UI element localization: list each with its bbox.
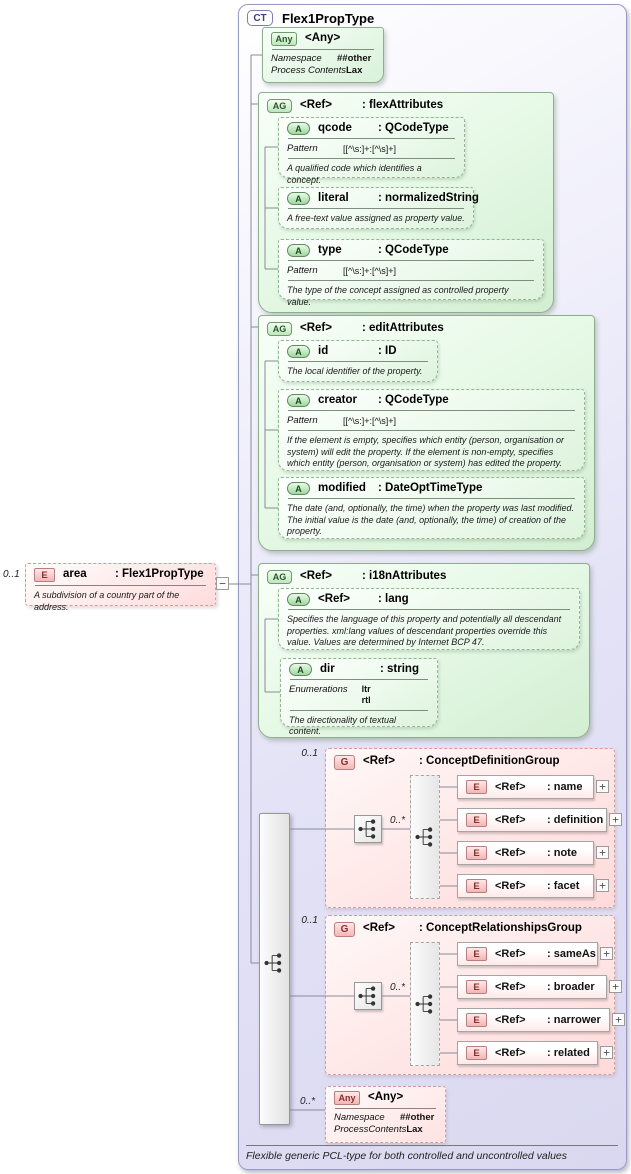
sequence-icon [412,824,438,850]
element-row-definition[interactable] [457,808,607,832]
element-row-note[interactable] [457,841,594,865]
element-type: : broader [547,981,595,993]
element-ref: <Ref> [495,1014,526,1026]
element-type: : name [547,781,583,793]
element-ref: <Ref> [495,880,526,892]
element-type: : note [547,847,577,859]
divider [288,280,534,281]
enumerations-label: Enumerations [289,684,348,695]
element-badge: E [466,879,487,893]
type-annotation: Flexible generic PCL-type for both controlled and uncontrolled values [246,1150,568,1162]
expand-icon[interactable]: + [600,1046,613,1059]
attribute-type: : normalizedString [378,192,479,204]
element-type: : related [547,1047,590,1059]
element-badge: E [466,1013,487,1027]
facet-label: Pattern [287,143,318,154]
namespace-label: Namespace [334,1112,385,1123]
divider [288,498,575,499]
any-wildcard-bottom[interactable] [325,1086,446,1143]
complex-type-badge: CT [247,10,273,26]
element-badge: E [466,1046,487,1060]
attribute-modified[interactable] [278,477,585,539]
element-type: : Flex1PropType [115,568,204,580]
expand-icon[interactable]: + [600,947,613,960]
attribute-badge: A [289,663,312,676]
annotation: The directionality of textual content. [289,714,397,737]
element-ref: <Ref> [495,781,526,793]
ref-label: <Ref> [300,99,332,111]
namespace-value: ##other [400,1112,435,1123]
attribute-type: : QCodeType [378,394,449,406]
divider [288,430,575,431]
attribute-badge: A [287,122,310,135]
annotation: Specifies the language of this property and potentially all descendant properties. xml:lang values of descendant properties override this value. Values are determined by Internet BCP 47. [287,614,562,648]
divider [35,585,206,586]
divider [246,1145,618,1146]
attribute-type[interactable] [278,239,544,307]
divider [272,49,374,50]
facet-value: [[^\s:]+:[^\s]+] [343,416,396,426]
element-ref: <Ref> [495,1047,526,1059]
enum-value: rtl [361,694,371,705]
group-badge: G [334,922,355,937]
divider [288,138,455,139]
element-row-broader[interactable] [457,975,607,999]
element-row-name[interactable] [457,775,594,799]
element-area[interactable] [25,563,216,612]
attribute-name: modified [318,482,366,494]
cardinality-label: 0..1 [3,569,20,580]
attribute-badge: A [287,482,310,495]
sequence-icon [261,950,287,976]
namespace-label: Namespace [271,53,322,64]
attribute-type: : string [380,663,419,675]
facet-label: Pattern [287,415,318,426]
divider [290,679,428,680]
group-badge: G [334,755,355,770]
element-badge: E [466,780,487,794]
element-name: area [63,568,87,580]
attribute-id[interactable] [278,340,438,382]
cardinality-label: 0..1 [301,915,318,926]
attribute-dir[interactable] [280,658,438,737]
attribute-badge: A [287,244,310,257]
process-contents-value: Lax [406,1123,423,1135]
expand-icon[interactable]: + [596,846,609,859]
element-ref: <Ref> [495,981,526,993]
attribute-lang[interactable] [278,588,580,650]
ref-label: <Ref> [300,570,332,582]
ref-label: <Ref> [300,322,332,334]
group-type: : i18nAttributes [362,570,447,582]
attribute-type: : lang [378,593,409,605]
facet-value: [[^\s:]+:[^\s]+] [343,266,396,276]
sequence-particle-bar[interactable] [410,942,440,1066]
element-ref: <Ref> [495,814,526,826]
annotation: A qualified code which identifies a concept. [287,163,422,185]
divider [288,410,575,411]
any-badge: Any [334,1091,360,1105]
attribute-group-badge: AG [267,99,292,113]
element-row-facet[interactable] [457,874,594,898]
annotation: A free-text value assigned as property value. [287,213,465,223]
attribute-badge: A [287,345,310,358]
attribute-name: type [318,244,342,256]
expand-icon[interactable]: + [609,813,622,826]
attribute-creator[interactable] [278,389,585,471]
occurrence-label: 0..* [390,815,406,826]
enum-value: ltr [361,684,371,694]
attribute-type: : DateOptTimeType [378,482,483,494]
attribute-name: <Ref> [318,593,350,605]
divider [288,158,455,159]
divider [335,1108,436,1109]
element-row-related[interactable] [457,1041,598,1065]
any-title: <Any> [305,32,341,44]
sequence-icon [412,991,438,1017]
sequence-icon [355,816,381,842]
element-type: : narrower [547,1014,601,1026]
element-ref: <Ref> [495,948,526,960]
cardinality-label: 0..1 [301,748,318,759]
expand-icon[interactable]: + [596,780,609,793]
sequence-icon-box[interactable] [354,982,382,1010]
process-contents-label: Process Contents [271,64,346,76]
attribute-group-badge: AG [267,322,292,336]
annotation: The type of the concept assigned as controlled property value. [287,285,509,307]
divider [290,710,428,711]
attribute-name: id [318,345,329,357]
facet-value: [[^\s:]+:[^\s]+] [343,144,396,154]
sequence-particle-bar[interactable] [410,775,440,899]
divider [288,260,534,261]
annotation: A subdivision of a country part of the address. [34,590,180,612]
group-type: : ConceptDefinitionGroup [419,755,560,767]
process-contents-value: Lax [345,64,363,76]
element-type: : facet [547,880,580,892]
attribute-badge: A [287,192,310,205]
divider [288,609,570,610]
occurrence-label: 0..* [390,982,406,993]
group-type: : flexAttributes [362,99,444,111]
element-badge: E [34,568,55,582]
any-badge: Any [271,32,297,46]
annotation: The date (and, optionally, the time) when the property was last modified. The initial value is the date (and, optionally, the time) of creation of the property. [287,503,574,537]
attribute-name: qcode [318,122,352,134]
collapse-icon[interactable]: − [216,577,229,590]
attribute-badge: A [287,394,310,407]
any-wildcard-top[interactable] [262,27,384,83]
any-title: <Any> [368,1091,404,1103]
group-type: : ConceptRelationshipsGroup [419,922,582,934]
element-type: : definition [547,814,604,826]
expand-icon[interactable]: + [612,1013,625,1026]
namespace-value: ##other [337,53,372,64]
attribute-group-badge: AG [267,570,292,584]
annotation: If the element is empty, specifies which entity (person, organisation or system) will edit the property. If the element is non-empty, specifies which entity (person, organisation or system) has edited the property. [287,435,564,469]
attribute-name: creator [318,394,357,406]
element-badge: E [466,846,487,860]
cardinality-label: 0..* [300,1096,316,1107]
annotation: The local identifier of the property. [287,366,423,376]
element-row-narrower[interactable] [457,1008,610,1032]
expand-icon[interactable]: + [596,879,609,892]
group-type: : editAttributes [362,322,444,334]
sequence-icon [355,983,381,1009]
divider [288,208,464,209]
ref-label: <Ref> [363,922,395,934]
divider [288,361,428,362]
element-row-sameas[interactable] [457,942,598,966]
process-contents-label: ProcessContents [334,1123,407,1135]
complex-type-title: Flex1PropType [282,10,375,26]
attribute-type: : QCodeType [378,244,449,256]
attribute-name: dir [320,663,335,675]
expand-icon[interactable]: + [609,980,622,993]
element-type: : sameAs [547,948,596,960]
element-ref: <Ref> [495,847,526,859]
element-badge: E [466,813,487,827]
attribute-qcode[interactable] [278,117,465,185]
attribute-name: literal [318,192,349,204]
attribute-literal[interactable] [278,187,479,229]
attribute-badge: A [287,593,310,606]
attribute-type: : ID [378,345,397,357]
facet-label: Pattern [287,265,318,276]
element-badge: E [466,980,487,994]
attribute-type: : QCodeType [378,122,449,134]
sequence-icon-box[interactable] [354,815,382,843]
element-badge: E [466,947,487,961]
ref-label: <Ref> [363,755,395,767]
